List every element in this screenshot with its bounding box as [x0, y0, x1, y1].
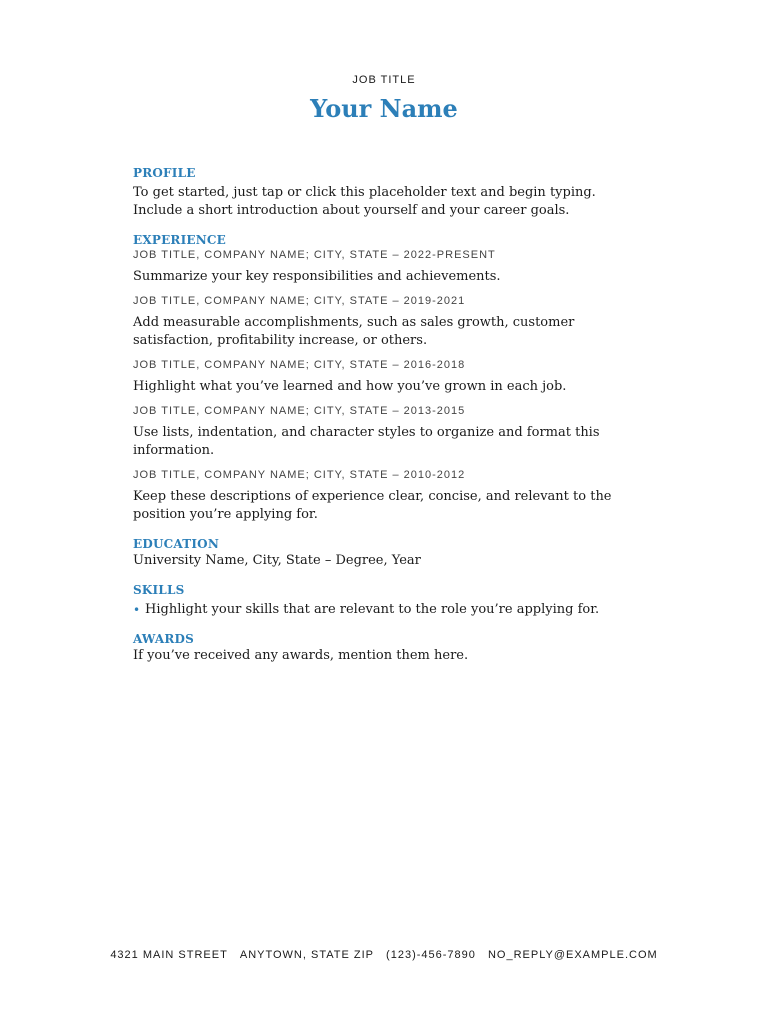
awards-text[interactable]: If you’ve received any awards, mention them here.: [133, 648, 469, 663]
job-description[interactable]: Add measurable accomplishments, such as sales growth, customer satisfaction, profitability increase, or others.: [133, 315, 575, 348]
footer-address[interactable]: 4321 MAIN STREET: [110, 949, 228, 961]
skills-section: [133, 582, 638, 619]
awards-heading[interactable]: AWARDS: [133, 632, 194, 646]
education-heading[interactable]: EDUCATION: [133, 537, 219, 551]
job-description[interactable]: Highlight what you’ve learned and how you’ve grown in each job.: [133, 379, 567, 394]
skills-list: [133, 601, 638, 619]
bullet-icon: •: [133, 603, 141, 617]
job-role-line[interactable]: JOB TITLE, COMPANY NAME; CITY, STATE – 2022-PRESENT: [133, 249, 496, 261]
resume-content: [133, 165, 638, 677]
job-description[interactable]: Summarize your key responsibilities and achievements.: [133, 269, 501, 284]
job-entry: [133, 358, 638, 396]
skills-list-item: [133, 601, 638, 619]
job-role-line[interactable]: JOB TITLE, COMPANY NAME; CITY, STATE – 2010-2012: [133, 469, 466, 481]
header-name[interactable]: Your Name: [310, 94, 458, 123]
experience-heading[interactable]: EXPERIENCE: [133, 233, 227, 247]
job-entry: [133, 294, 638, 350]
job-description[interactable]: Use lists, indentation, and character styles to organize and format this information.: [133, 425, 600, 458]
footer-email[interactable]: NO_REPLY@EXAMPLE.COM: [487, 949, 658, 961]
profile-text[interactable]: To get started, just tap or click this placeholder text and begin typing. Include a short introduction about yourself and your career goals.: [133, 185, 596, 218]
header-job-title[interactable]: JOB TITLE: [352, 74, 416, 86]
resume-header: [0, 72, 768, 124]
footer-city[interactable]: ANYTOWN, STATE ZIP: [239, 949, 374, 961]
skills-item-text[interactable]: Highlight your skills that are relevant to the role you’re applying for.: [145, 602, 600, 617]
footer-phone[interactable]: (123)-456-7890: [386, 949, 476, 961]
job-entry: [133, 248, 638, 286]
education-text[interactable]: University Name, City, State – Degree, Year: [133, 553, 421, 568]
contact-footer: [0, 949, 768, 961]
job-entry: [133, 404, 638, 460]
job-description[interactable]: Keep these descriptions of experience clear, concise, and relevant to the position you’re applying for.: [133, 489, 612, 522]
experience-section: [133, 232, 638, 524]
job-role-line[interactable]: JOB TITLE, COMPANY NAME; CITY, STATE – 2019-2021: [133, 295, 466, 307]
awards-section: [133, 631, 638, 665]
profile-heading[interactable]: PROFILE: [133, 166, 196, 180]
education-section: [133, 536, 638, 570]
job-role-line[interactable]: JOB TITLE, COMPANY NAME; CITY, STATE – 2013-2015: [133, 405, 466, 417]
job-entry: [133, 468, 638, 524]
job-role-line[interactable]: JOB TITLE, COMPANY NAME; CITY, STATE – 2016-2018: [133, 359, 466, 371]
profile-section: [133, 165, 638, 220]
skills-heading[interactable]: SKILLS: [133, 583, 185, 597]
